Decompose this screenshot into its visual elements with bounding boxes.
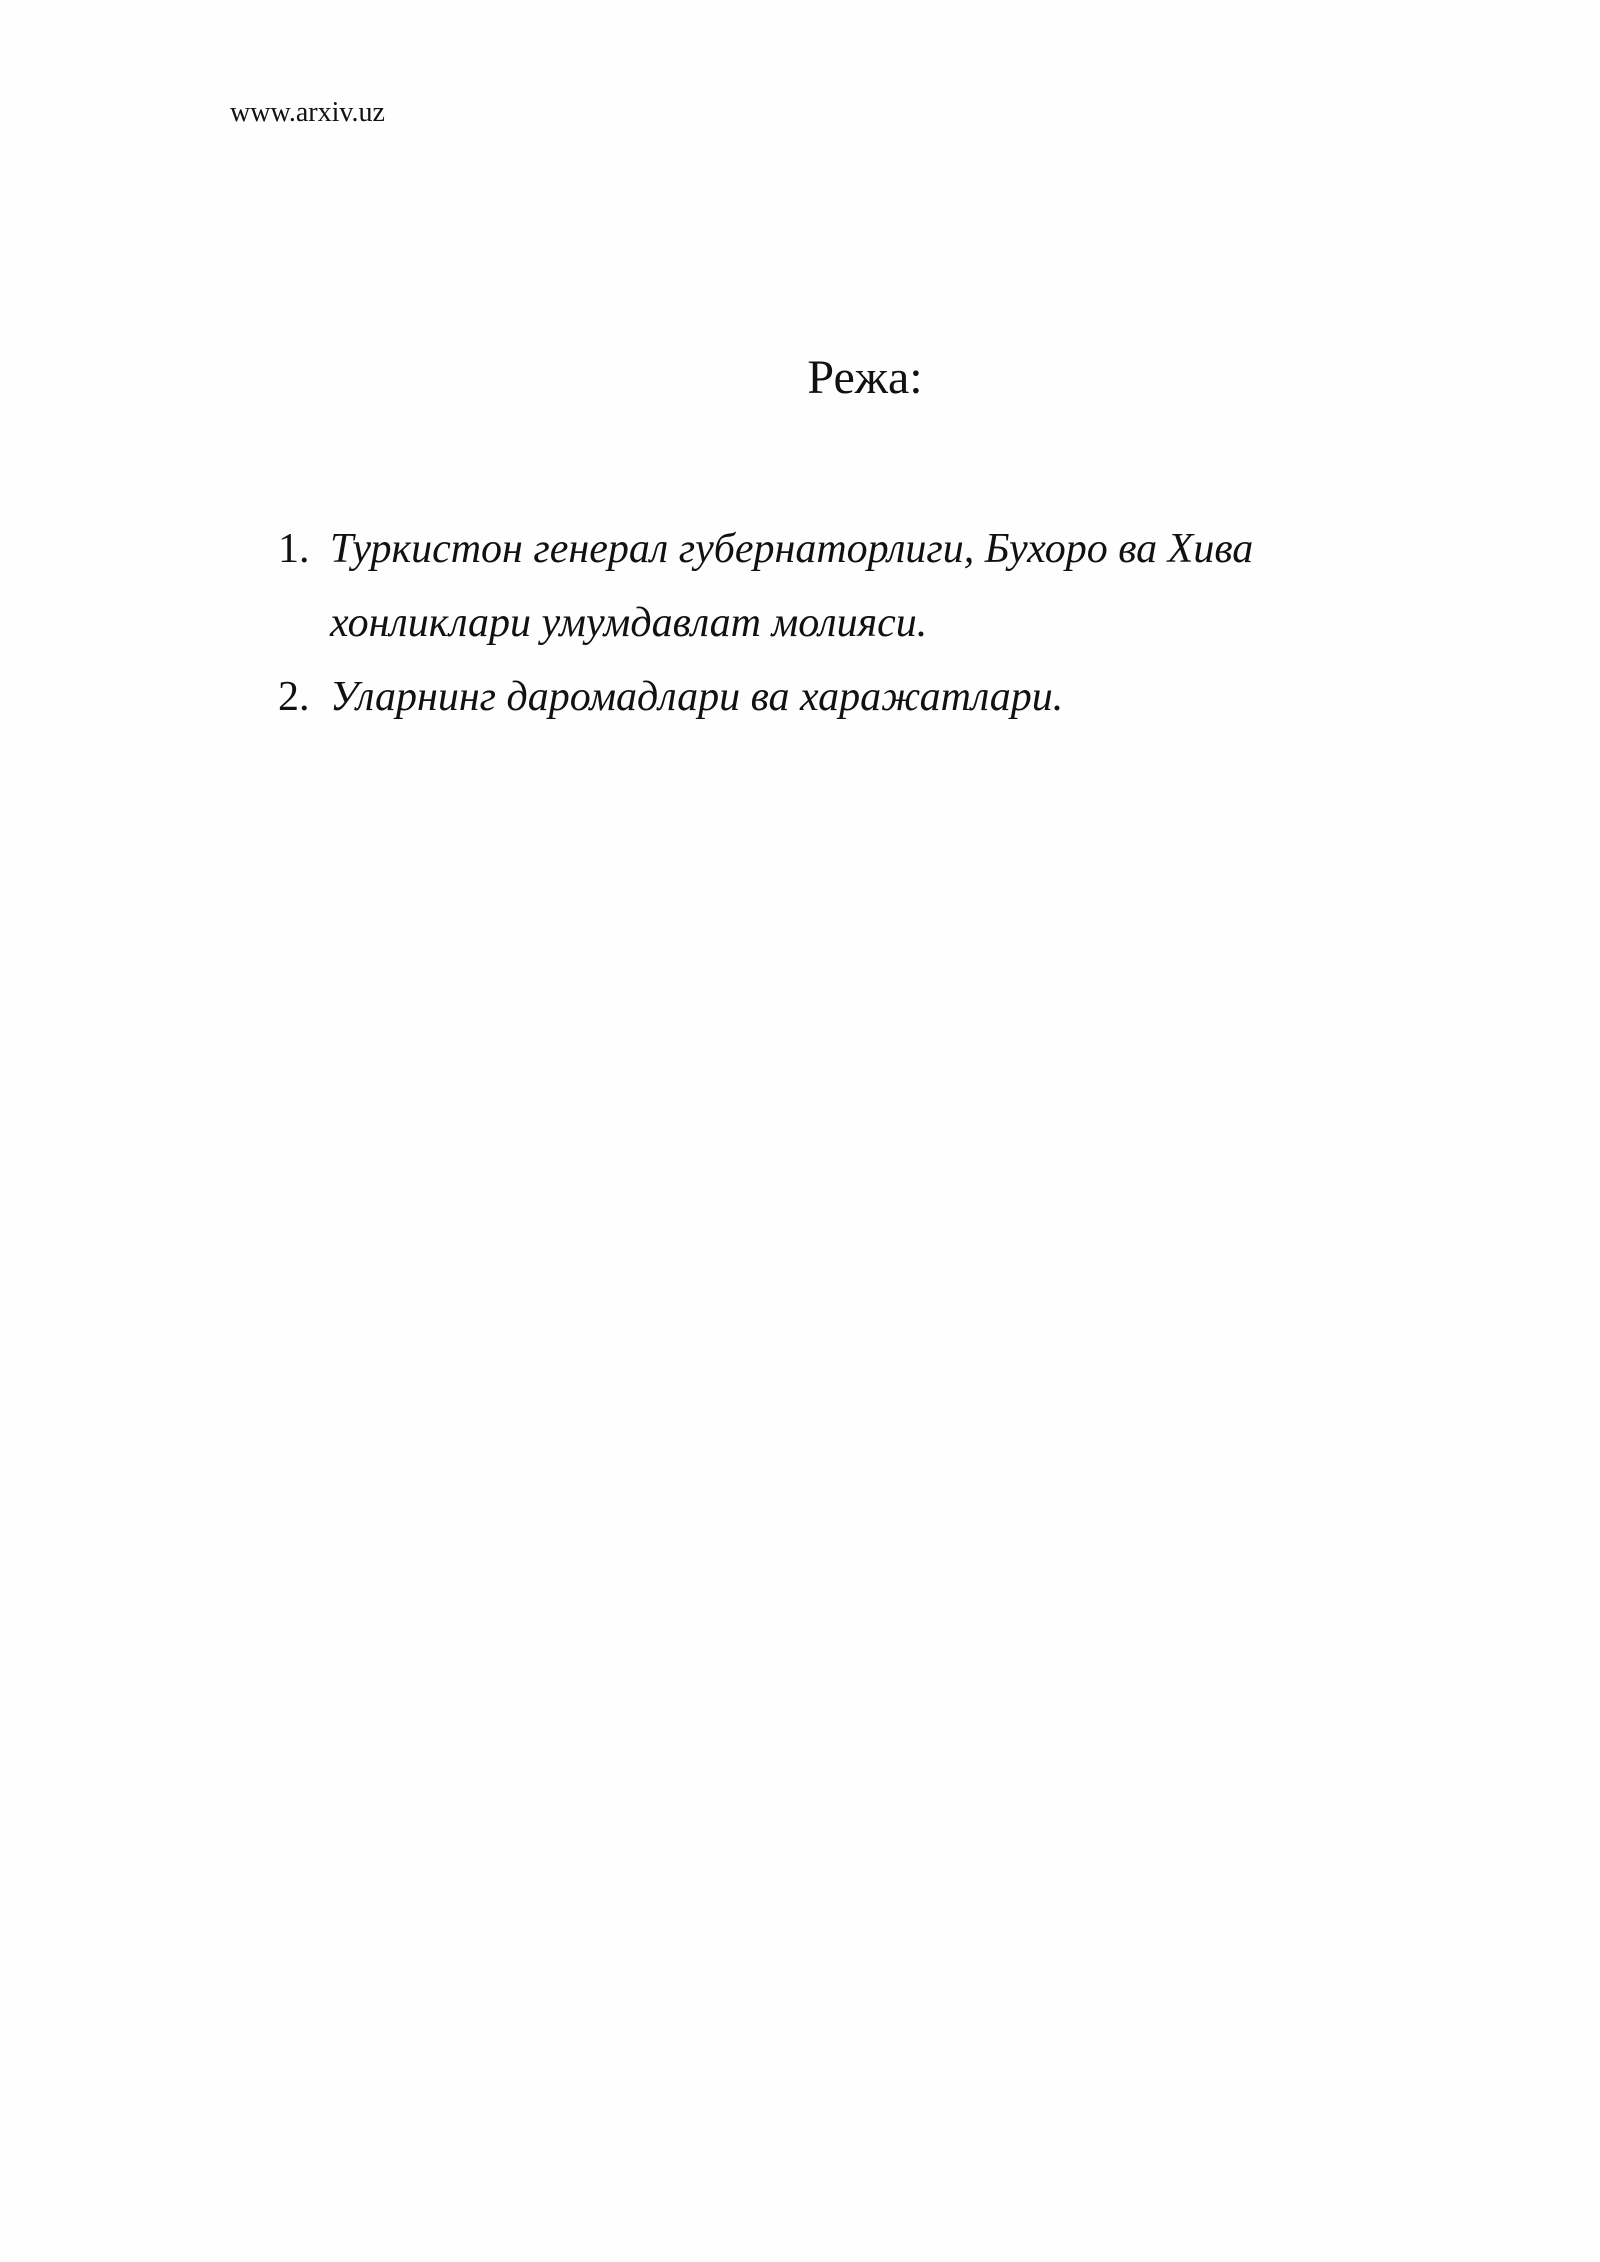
plan-item-number: 2. [278,674,310,720]
plan-item [278,660,1378,734]
site-url: www.arxiv.uz [230,97,385,128]
plan-item [278,512,1378,660]
page-title: Режа: [807,351,923,404]
plan-item-text: Уларнинг даромадлари ва харажатлари. [330,674,1064,720]
plan-item-text: Туркистон генерал губернаторлиги, Бухоро ва Хива хонликлари умумдавлат молияси. [330,526,1254,646]
plan-item-number: 1. [278,526,310,572]
plan-list [278,512,1378,734]
